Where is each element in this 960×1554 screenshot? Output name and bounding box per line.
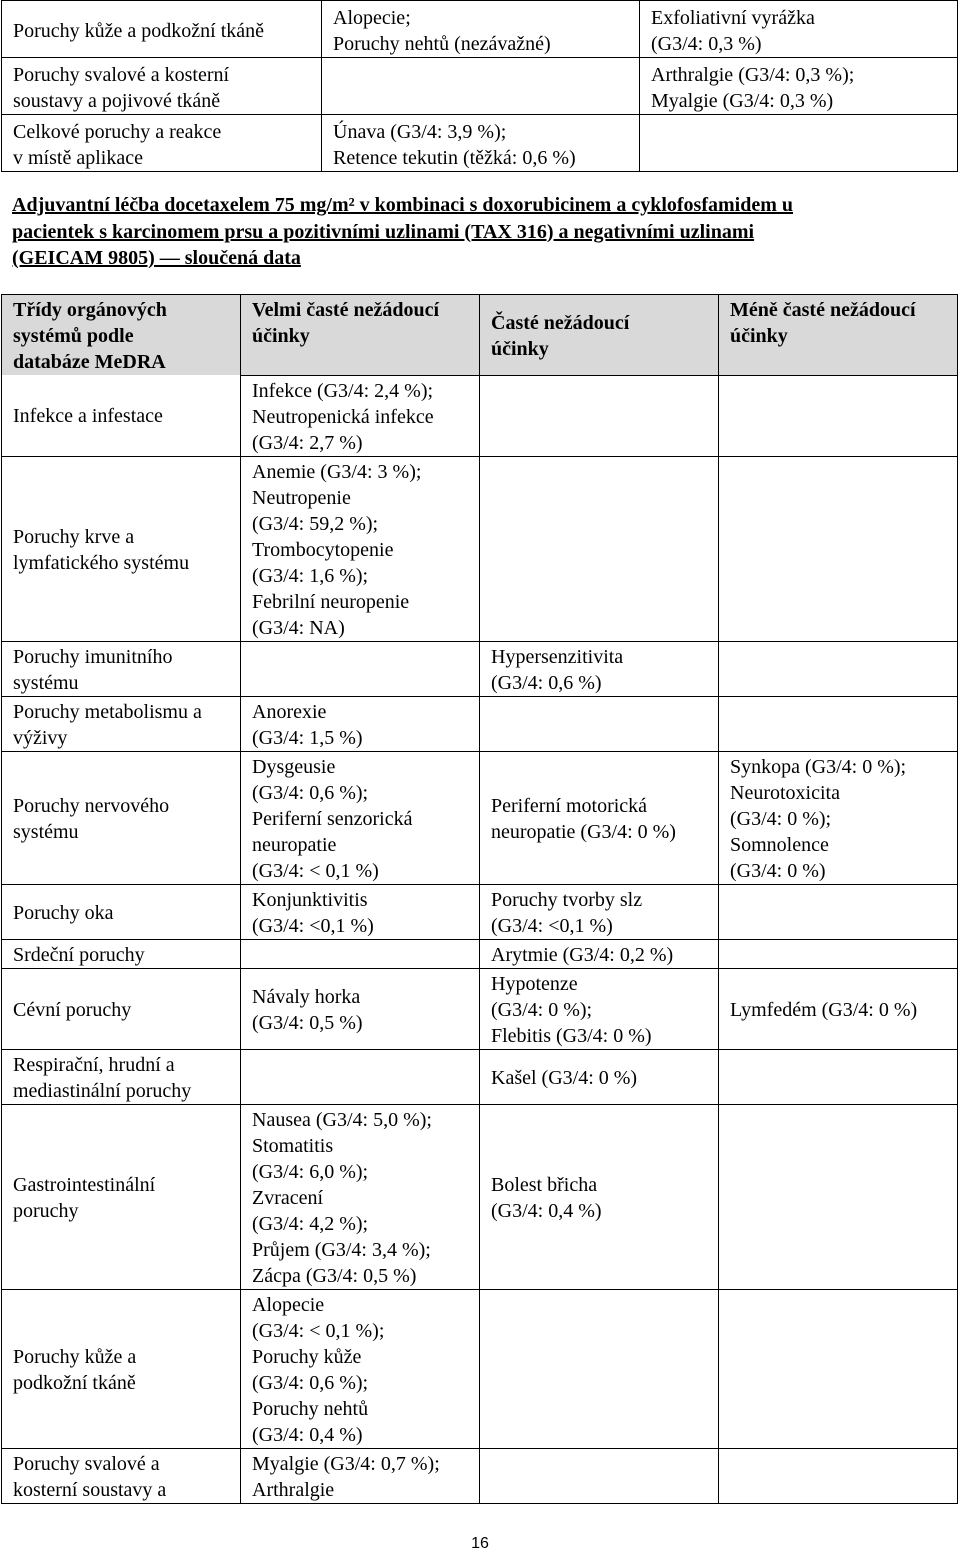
section-heading: Adjuvantní léčba docetaxelem 75 mg/m² v kombinaci s doxorubicinem a cyklofosfamidem u pacientek s karcinomem prsu a pozitivními uzlinami (TAX 316) a negativními uzlinami (GEICAM 9805) — sloučená data — [12, 194, 793, 269]
soc-cell: Poruchy kůže a podkožní tkáně — [2, 1289, 241, 1448]
uncommon-cell — [719, 1289, 958, 1448]
very-common-cell: Nausea (G3/4: 5,0 %); Stomatitis (G3/4: 6,0 %); Zvracení (G3/4: 4,2 %); Průjem (G3/4: 3,4 %); Zácpa (G3/4: 0,5 %) — [241, 1104, 480, 1289]
common-cell: Exfoliativní vyrážka (G3/4: 0,3 %) — [640, 1, 958, 58]
common-cell: Hypersenzitivita (G3/4: 0,6 %) — [480, 641, 719, 696]
adverse-reactions-table — [1, 294, 958, 1504]
uncommon-cell — [719, 696, 958, 751]
uncommon-cell: Lymfedém (G3/4: 0 %) — [719, 968, 958, 1049]
soc-cell: Infekce a infestace — [2, 375, 241, 456]
table-row — [2, 456, 958, 641]
very-common-cell: Konjunktivitis (G3/4: <0,1 %) — [241, 884, 480, 939]
header-common: Časté nežádoucí účinky — [480, 295, 719, 376]
table-row — [2, 696, 958, 751]
common-cell: Kašel (G3/4: 0 %) — [480, 1049, 719, 1104]
common-cell — [640, 115, 958, 172]
common-cell — [480, 1289, 719, 1448]
table-row — [2, 1104, 958, 1289]
page-number: 16 — [471, 1535, 489, 1552]
soc-cell: Poruchy krve a lymfatického systému — [2, 456, 241, 641]
uncommon-cell: Synkopa (G3/4: 0 %); Neurotoxicita (G3/4: 0 %); Somnolence (G3/4: 0 %) — [719, 751, 958, 884]
very-common-cell: Alopecie; Poruchy nehtů (nezávažné) — [322, 1, 640, 58]
table-row — [2, 1448, 958, 1503]
very-common-cell: Alopecie (G3/4: < 0,1 %); Poruchy kůže (G3/4: 0,6 %); Poruchy nehtů (G3/4: 0,4 %) — [241, 1289, 480, 1448]
common-cell: Hypotenze (G3/4: 0 %); Flebitis (G3/4: 0 %) — [480, 968, 719, 1049]
table-row — [2, 1, 958, 58]
very-common-cell — [322, 58, 640, 115]
very-common-cell — [241, 1049, 480, 1104]
very-common-cell: Dysgeusie (G3/4: 0,6 %); Periferní senzorická neuropatie (G3/4: < 0,1 %) — [241, 751, 480, 884]
common-cell: Poruchy tvorby slz (G3/4: <0,1 %) — [480, 884, 719, 939]
very-common-cell: Anemie (G3/4: 3 %); Neutropenie (G3/4: 59,2 %); Trombocytopenie (G3/4: 1,6 %); Febrilní neuropenie (G3/4: NA) — [241, 456, 480, 641]
top-table — [1, 0, 958, 172]
very-common-cell: Anorexie (G3/4: 1,5 %) — [241, 696, 480, 751]
soc-cell: Poruchy imunitního systému — [2, 641, 241, 696]
soc-cell: Celkové poruchy a reakce v místě aplikace — [2, 115, 322, 172]
soc-cell: Cévní poruchy — [2, 968, 241, 1049]
uncommon-cell — [719, 375, 958, 456]
table-row — [2, 884, 958, 939]
table-header-row — [2, 295, 958, 376]
soc-cell: Poruchy oka — [2, 884, 241, 939]
uncommon-cell — [719, 641, 958, 696]
common-cell — [480, 456, 719, 641]
table-row — [2, 968, 958, 1049]
uncommon-cell — [719, 939, 958, 968]
table-row — [2, 751, 958, 884]
soc-cell: Poruchy svalové a kosterní soustavy a — [2, 1448, 241, 1503]
soc-cell: Respirační, hrudní a mediastinální poruchy — [2, 1049, 241, 1104]
table-row — [2, 115, 958, 172]
uncommon-cell — [719, 456, 958, 641]
table-row — [2, 1049, 958, 1104]
common-cell: Periferní motorická neuropatie (G3/4: 0 %) — [480, 751, 719, 884]
table-row — [2, 375, 958, 456]
table-row — [2, 58, 958, 115]
common-cell: Arthralgie (G3/4: 0,3 %); Myalgie (G3/4: 0,3 %) — [640, 58, 958, 115]
very-common-cell — [241, 641, 480, 696]
soc-cell: Poruchy kůže a podkožní tkáně — [2, 1, 322, 58]
table-row — [2, 641, 958, 696]
common-cell — [480, 375, 719, 456]
header-uncommon: Méně časté nežádoucí účinky — [719, 295, 958, 376]
common-cell — [480, 1448, 719, 1503]
header-very-common: Velmi časté nežádoucí účinky — [241, 295, 480, 376]
common-cell — [480, 696, 719, 751]
uncommon-cell — [719, 1448, 958, 1503]
common-cell: Arytmie (G3/4: 0,2 %) — [480, 939, 719, 968]
uncommon-cell — [719, 1049, 958, 1104]
soc-cell: Poruchy svalové a kosterní soustavy a pojivové tkáně — [2, 58, 322, 115]
common-cell: Bolest břicha (G3/4: 0,4 %) — [480, 1104, 719, 1289]
uncommon-cell — [719, 1104, 958, 1289]
table-row — [2, 1289, 958, 1448]
soc-cell: Srdeční poruchy — [2, 939, 241, 968]
very-common-cell — [241, 939, 480, 968]
soc-cell: Poruchy metabolismu a výživy — [2, 696, 241, 751]
table-row — [2, 939, 958, 968]
very-common-cell: Myalgie (G3/4: 0,7 %); Arthralgie — [241, 1448, 480, 1503]
soc-cell: Poruchy nervového systému — [2, 751, 241, 884]
header-soc: Třídy orgánových systémů podle databáze MeDRA — [2, 295, 241, 376]
uncommon-cell — [719, 884, 958, 939]
very-common-cell: Návaly horka (G3/4: 0,5 %) — [241, 968, 480, 1049]
very-common-cell: Únava (G3/4: 3,9 %); Retence tekutin (těžká: 0,6 %) — [322, 115, 640, 172]
soc-cell: Gastrointestinální poruchy — [2, 1104, 241, 1289]
very-common-cell: Infekce (G3/4: 2,4 %); Neutropenická infekce (G3/4: 2,7 %) — [241, 375, 480, 456]
